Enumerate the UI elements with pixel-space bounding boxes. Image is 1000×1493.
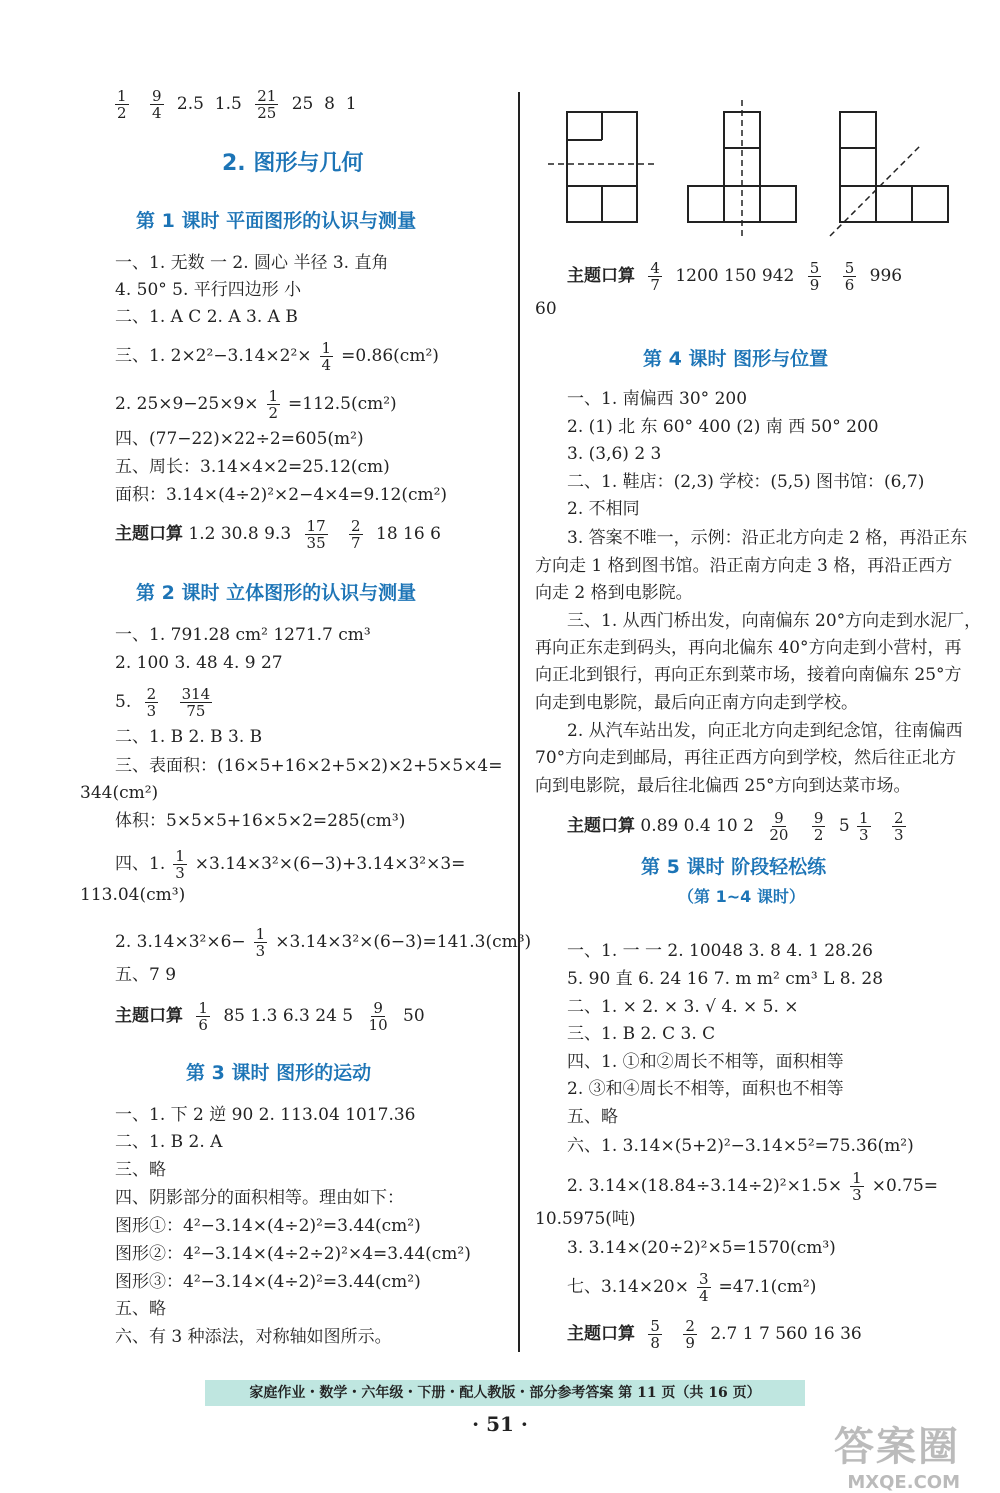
answer-line: 5. $\frac{2}{3}$ $\frac{314}{75}$ <box>115 685 211 720</box>
answer-line: 三、1. 从西门桥出发，向南偏东 20°方向走到水泥厂， <box>567 611 982 631</box>
answer-line: 六、有 3 种添法，对称轴如图所示。 <box>115 1327 392 1347</box>
answer-line: 2. 100 3. 48 4. 9 27 <box>115 653 283 673</box>
answer-line: 60 <box>535 299 557 319</box>
symmetry-figures <box>540 100 960 240</box>
answer-line: 一、1. 南偏西 30° 200 <box>567 389 748 409</box>
answer-line: 10.5975(吨) <box>535 1209 636 1229</box>
answer-line: 5. 90 直 6. 24 16 7. m m² cm³ L 8. 28 <box>567 969 884 989</box>
lesson-title: 第 1 课时 平面图形的认识与测量 <box>136 210 417 232</box>
answer-line: 四、阴影部分的面积相等。理由如下： <box>115 1188 404 1208</box>
answer-line: 2. 不相同 <box>567 499 640 519</box>
lesson-title: 第 5 课时 阶段轻松练 <box>641 856 827 878</box>
answer-line: 113.04(cm³) <box>80 885 186 905</box>
oral-calc-line: 主题口算 $\frac{5}{8}$ $\frac{2}{9}$ 2.7 1 7 560 16 36 <box>567 1317 862 1352</box>
watermark-url: MXQE.COM <box>847 1472 960 1493</box>
answer-line: 3. 答案不唯一，示例：沿正北方向走 2 格，再沿正东 <box>567 528 968 548</box>
answer-line: 二、1. A C 2. A 3. A B <box>115 307 298 327</box>
watermark-text: 答案圈 <box>834 1424 960 1470</box>
answer-line: 3. 3.14×(20÷2)²×5=1570(cm³) <box>567 1238 836 1258</box>
answer-line: 三、略 <box>115 1160 166 1180</box>
answer-line: 图形③：4²−3.14×(4÷2)²=3.44(cm²) <box>115 1272 421 1292</box>
answer-line: 体积：5×5×5+16×5×2=285(cm³) <box>115 811 406 831</box>
answer-line: 方向走 1 格到图书馆。沿正南方向走 3 格，再沿正西方 <box>535 556 953 576</box>
answer-line: 4. 50° 5. 平行四边形 小 <box>115 280 302 300</box>
watermark <box>834 1415 960 1493</box>
answer-line: 二、1. × 2. × 3. √ 4. × 5. × <box>567 997 799 1017</box>
answer-line: 2. 从汽车站出发，向正北方向走到纪念馆，往南偏西 <box>567 721 963 741</box>
answer-line: 三、1. B 2. C 3. C <box>567 1024 716 1044</box>
answer-line: 五、7 9 <box>115 965 177 985</box>
answer-line: 四、(77−22)×22÷2=605(m²) <box>115 429 364 449</box>
answer-line: 2. (1) 北 东 60° 400 (2) 南 西 50° 200 <box>567 417 879 437</box>
answer-line: 2. ③和④周长不相等，面积也不相等 <box>567 1079 844 1099</box>
answer-line: 一、1. 无数 一 2. 圆心 半径 3. 直角 <box>115 253 389 273</box>
oral-calc-line: 主题口算 $\frac{1}{6}$ 85 1.3 6.3 24 5 $\frac{9}{10}$ 50 <box>115 999 425 1034</box>
answer-line: 五、略 <box>115 1299 166 1319</box>
fraction-line: $\frac{1}{2}$ $\frac{9}{4}$ 2.5 1.5 $\frac{21}{25}$ 25 8 1 <box>117 87 357 122</box>
answer-line: 3. (3,6) 2 3 <box>567 444 662 464</box>
answer-line: 五、周长：3.14×4×2=25.12(cm) <box>115 457 390 477</box>
answer-line: 二、1. B 2. A <box>115 1132 223 1152</box>
answer-line: 四、1. $\frac{1}{3}$ ×3.14×3²×(6−3)+3.14×3²×3= <box>115 847 466 882</box>
answer-line: 七、3.14×20× $\frac{3}{4}$ =47.1(cm²) <box>567 1270 817 1305</box>
answer-line: 一、1. 下 2 逆 90 2. 113.04 1017.36 <box>115 1105 416 1125</box>
answer-line: 2. 3.14×3²×6− $\frac{1}{3}$ ×3.14×3²×(6−3)=141.3(cm³) <box>115 925 532 960</box>
lesson-title: 第 2 课时 立体图形的认识与测量 <box>136 582 417 604</box>
answer-line: 向正北到银行，再向正东到菜市场，接着向南偏东 25°方 <box>535 665 962 685</box>
page-number: · 51 · <box>472 1412 528 1436</box>
page-footer: 家庭作业・数学・六年级・下册・配人教版・部分参考答案 第 11 页（共 16 页） <box>205 1380 805 1406</box>
answer-line: 三、表面积：(16×5+16×2+5×2)×2+5×5×4= <box>115 756 503 776</box>
section-title: 2. 图形与几何 <box>222 151 364 176</box>
lesson-title: 第 4 课时 图形与位置 <box>643 348 829 370</box>
column-divider <box>518 92 520 1352</box>
answer-line: 一、1. 791.28 cm² 1271.7 cm³ <box>115 625 371 645</box>
answer-line: 344(cm²) <box>80 783 159 803</box>
answer-line: 三、1. 2×2²−3.14×2²× $\frac{1}{4}$ =0.86(cm²) <box>115 339 439 374</box>
answer-line: 再向正东走到码头，再向北偏东 40°方向走到小营村，再 <box>535 638 962 658</box>
answer-line: 图形②：4²−3.14×(4÷2÷2)²×4=3.44(cm²) <box>115 1244 471 1264</box>
answer-line: 70°方向走到邮局，再往正西方向到学校，然后往正北方 <box>535 748 957 768</box>
answer-line: 2. 25×9−25×9× $\frac{1}{2}$ =112.5(cm²) <box>115 387 397 422</box>
answer-line: 向走 2 格到电影院。 <box>535 583 693 603</box>
answer-line: 向走到电影院，最后向正南方向走到学校。 <box>535 693 858 713</box>
answer-line: 面积：3.14×(4÷2)²×2−4×4=9.12(cm²) <box>115 485 448 505</box>
oral-calc-line: 主题口算 1.2 30.8 9.3 $\frac{17}{35}$ $\frac{2}{7}$ 18 16 6 <box>115 517 441 552</box>
answer-line: 六、1. 3.14×(5+2)²−3.14×5²=75.36(m²) <box>567 1136 914 1156</box>
answer-line: 二、1. 鞋店：(2,3) 学校：(5,5) 图书馆：(6,7) <box>567 472 925 492</box>
answer-line: 图形①：4²−3.14×(4÷2)²=3.44(cm²) <box>115 1216 421 1236</box>
answer-line: 一、1. 一 一 2. 10048 3. 8 4. 1 28.26 <box>567 941 873 961</box>
lesson-subtitle: （第 1~4 课时） <box>678 887 805 906</box>
answer-line: 五、略 <box>567 1107 618 1127</box>
answer-line: 四、1. ①和②周长不相等，面积相等 <box>567 1052 844 1072</box>
oral-calc-line: 主题口算 0.89 0.4 10 2 $\frac{9}{20}$ $\frac{9}{2}$ 5 $\frac{1}{3}$ $\frac{2}{3}$ <box>567 809 904 844</box>
answer-line: 向到电影院，最后往北偏西 25°方向到达菜市场。 <box>535 776 911 796</box>
answer-line: 二、1. B 2. B 3. B <box>115 727 263 747</box>
lesson-title: 第 3 课时 图形的运动 <box>186 1062 372 1084</box>
oral-calc-line: 主题口算 $\frac{4}{7}$ 1200 150 942 $\frac{5}{9}$ $\frac{5}{6}$ 996 <box>567 259 903 294</box>
answer-line: 2. 3.14×(18.84÷3.14÷2)²×1.5× $\frac{1}{3}$ ×0.75= <box>567 1169 939 1204</box>
